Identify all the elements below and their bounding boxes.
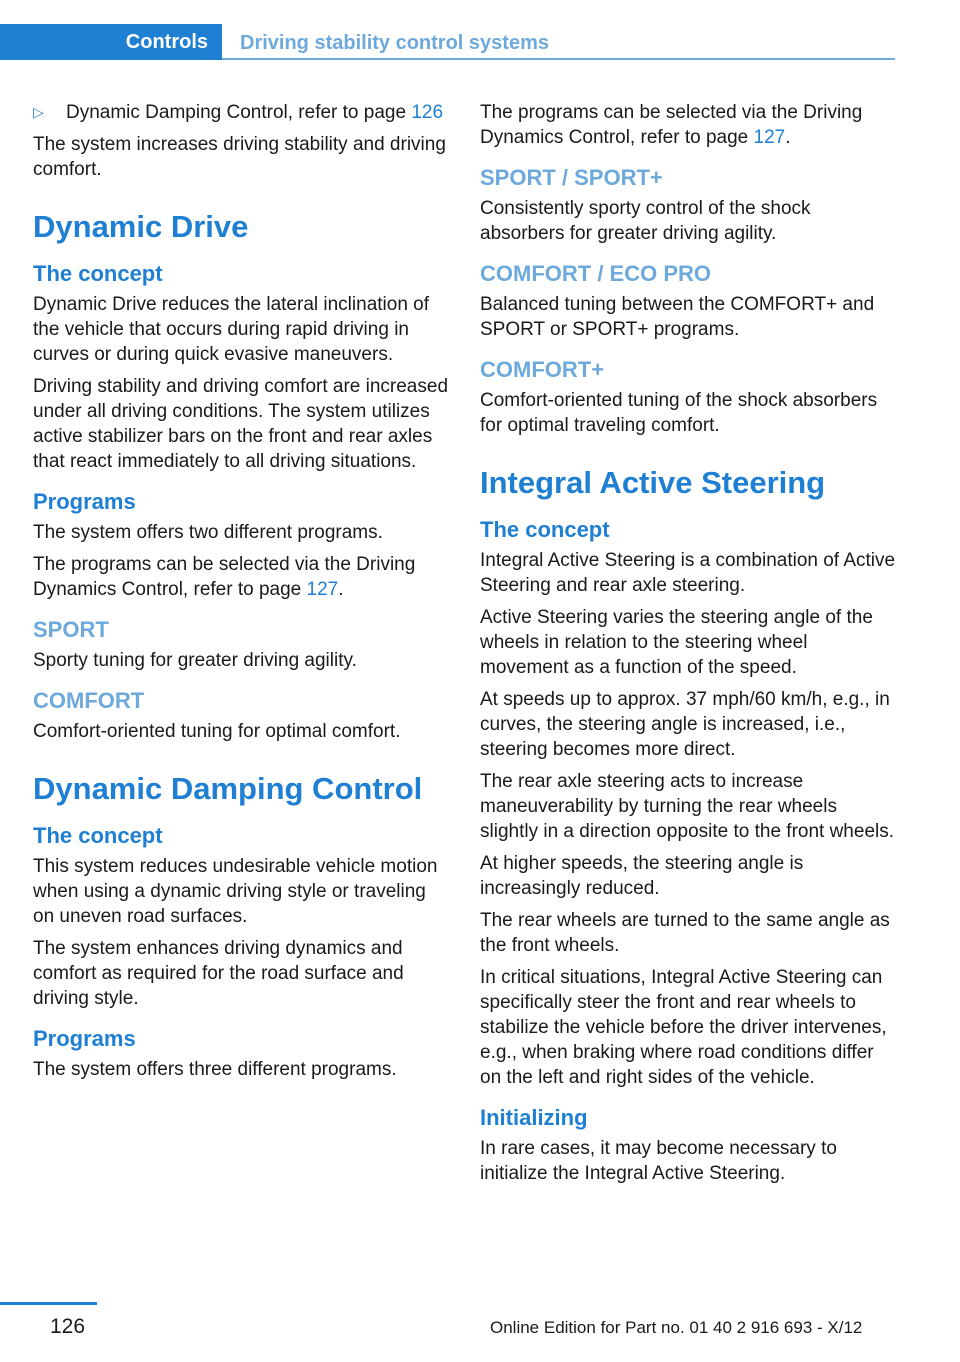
paragraph: Integral Active Steering is a combination of Active Steering and rear axle steering. <box>480 550 896 596</box>
paragraph: Sporty tuning for greater driving agility. <box>33 650 357 671</box>
subheading-programs: Programs <box>33 489 136 514</box>
footer-rule <box>0 1302 97 1305</box>
subheading-programs: Programs <box>33 1026 136 1051</box>
program-heading-comfort: COMFORT <box>33 688 145 713</box>
paragraph: The system offers two different programs. <box>33 522 383 543</box>
paragraph: At higher speeds, the steering angle is increasingly reduced. <box>480 853 804 899</box>
paragraph: Comfort-oriented tuning for optimal comfort. <box>33 721 401 742</box>
heading-dynamic-drive: Dynamic Drive <box>33 209 249 244</box>
paragraph: The rear wheels are turned to the same angle as the front wheels. <box>480 910 890 956</box>
page-link[interactable]: 127 <box>306 579 339 600</box>
subheading-concept: The concept <box>33 823 163 848</box>
page-header <box>0 24 895 60</box>
right-column <box>480 100 898 1193</box>
heading-dynamic-damping-control: Dynamic Damping Control <box>33 771 423 806</box>
page-link[interactable]: 127 <box>753 127 786 148</box>
paragraph: Balanced tuning between the COMFORT+ and SPORT or SPORT+ programs. <box>480 294 875 340</box>
paragraph: In rare cases, it may become necessary to initialize the Integral Active Steering. <box>480 1138 837 1184</box>
paragraph: The programs can be selected via the Driving Dynamics Control, refer to page 127. <box>33 554 416 600</box>
subheading-concept: The concept <box>480 517 610 542</box>
paragraph: The system increases driving stability and driving comfort. <box>33 134 446 180</box>
header-rule <box>222 58 895 60</box>
program-heading-sport: SPORT <box>33 617 109 642</box>
edition-note: Online Edition for Part no. 01 40 2 916 693 - X/12 <box>490 1318 863 1337</box>
section-title: Driving stability control systems <box>240 32 549 54</box>
left-column <box>33 100 451 1089</box>
list-item <box>33 100 451 125</box>
paragraph: This system reduces undesirable vehicle motion when using a dynamic driving style or traveling on uneven road surfaces. <box>33 856 438 927</box>
list-item-text: Dynamic Damping Control, refer to page 126 <box>66 102 444 123</box>
triangle-bullet-icon: ▷ <box>33 104 44 120</box>
program-heading-comfort-plus: COMFORT+ <box>480 357 605 382</box>
paragraph: Driving stability and driving comfort are increased under all driving conditions. The system utilizes active stabilizer bars on the front and rear axles that react immediately to all driving situations. <box>33 376 449 472</box>
program-heading-sport-plus: SPORT / SPORT+ <box>480 165 663 190</box>
paragraph: The system enhances driving dynamics and comfort as required for the road surface and driving style. <box>33 938 404 1009</box>
chapter-tab-label: Controls <box>125 30 208 53</box>
paragraph: The programs can be selected via the Driving Dynamics Control, refer to page 127. <box>480 102 863 148</box>
page-link[interactable]: 126 <box>411 102 444 123</box>
paragraph: Consistently sporty control of the shock absorbers for greater driving agility. <box>480 198 811 244</box>
chapter-tab[interactable] <box>0 24 222 60</box>
paragraph: Dynamic Drive reduces the lateral inclination of the vehicle that occurs during rapid driving in curves or during quick evasive maneuvers. <box>33 294 430 365</box>
paragraph: The system offers three different programs. <box>33 1059 397 1080</box>
page-number: 126 <box>50 1315 86 1338</box>
paragraph: In critical situations, Integral Active Steering can specifically steer the front and rear wheels to stabilize the vehicle before the driver intervenes, e.g., when braking where road conditions differ on the left and right sides of the vehicle. <box>480 967 887 1088</box>
heading-integral-active-steering: Integral Active Steering <box>480 465 826 500</box>
paragraph: Active Steering varies the steering angle of the wheels in relation to the steering wheel movement as a function of the speed. <box>480 607 873 678</box>
paragraph: The rear axle steering acts to increase maneuverability by turning the rear wheels slightly in a direction opposite to the front wheels. <box>480 771 895 842</box>
program-heading-comfort-eco-pro: COMFORT / ECO PRO <box>480 261 711 286</box>
paragraph: Comfort-oriented tuning of the shock absorbers for optimal traveling comfort. <box>480 390 878 436</box>
subheading-initializing: Initializing <box>480 1105 588 1130</box>
paragraph: At speeds up to approx. 37 mph/60 km/h, e.g., in curves, the steering angle is increased, i.e., steering becomes more direct. <box>480 689 890 760</box>
subheading-concept: The concept <box>33 261 163 286</box>
